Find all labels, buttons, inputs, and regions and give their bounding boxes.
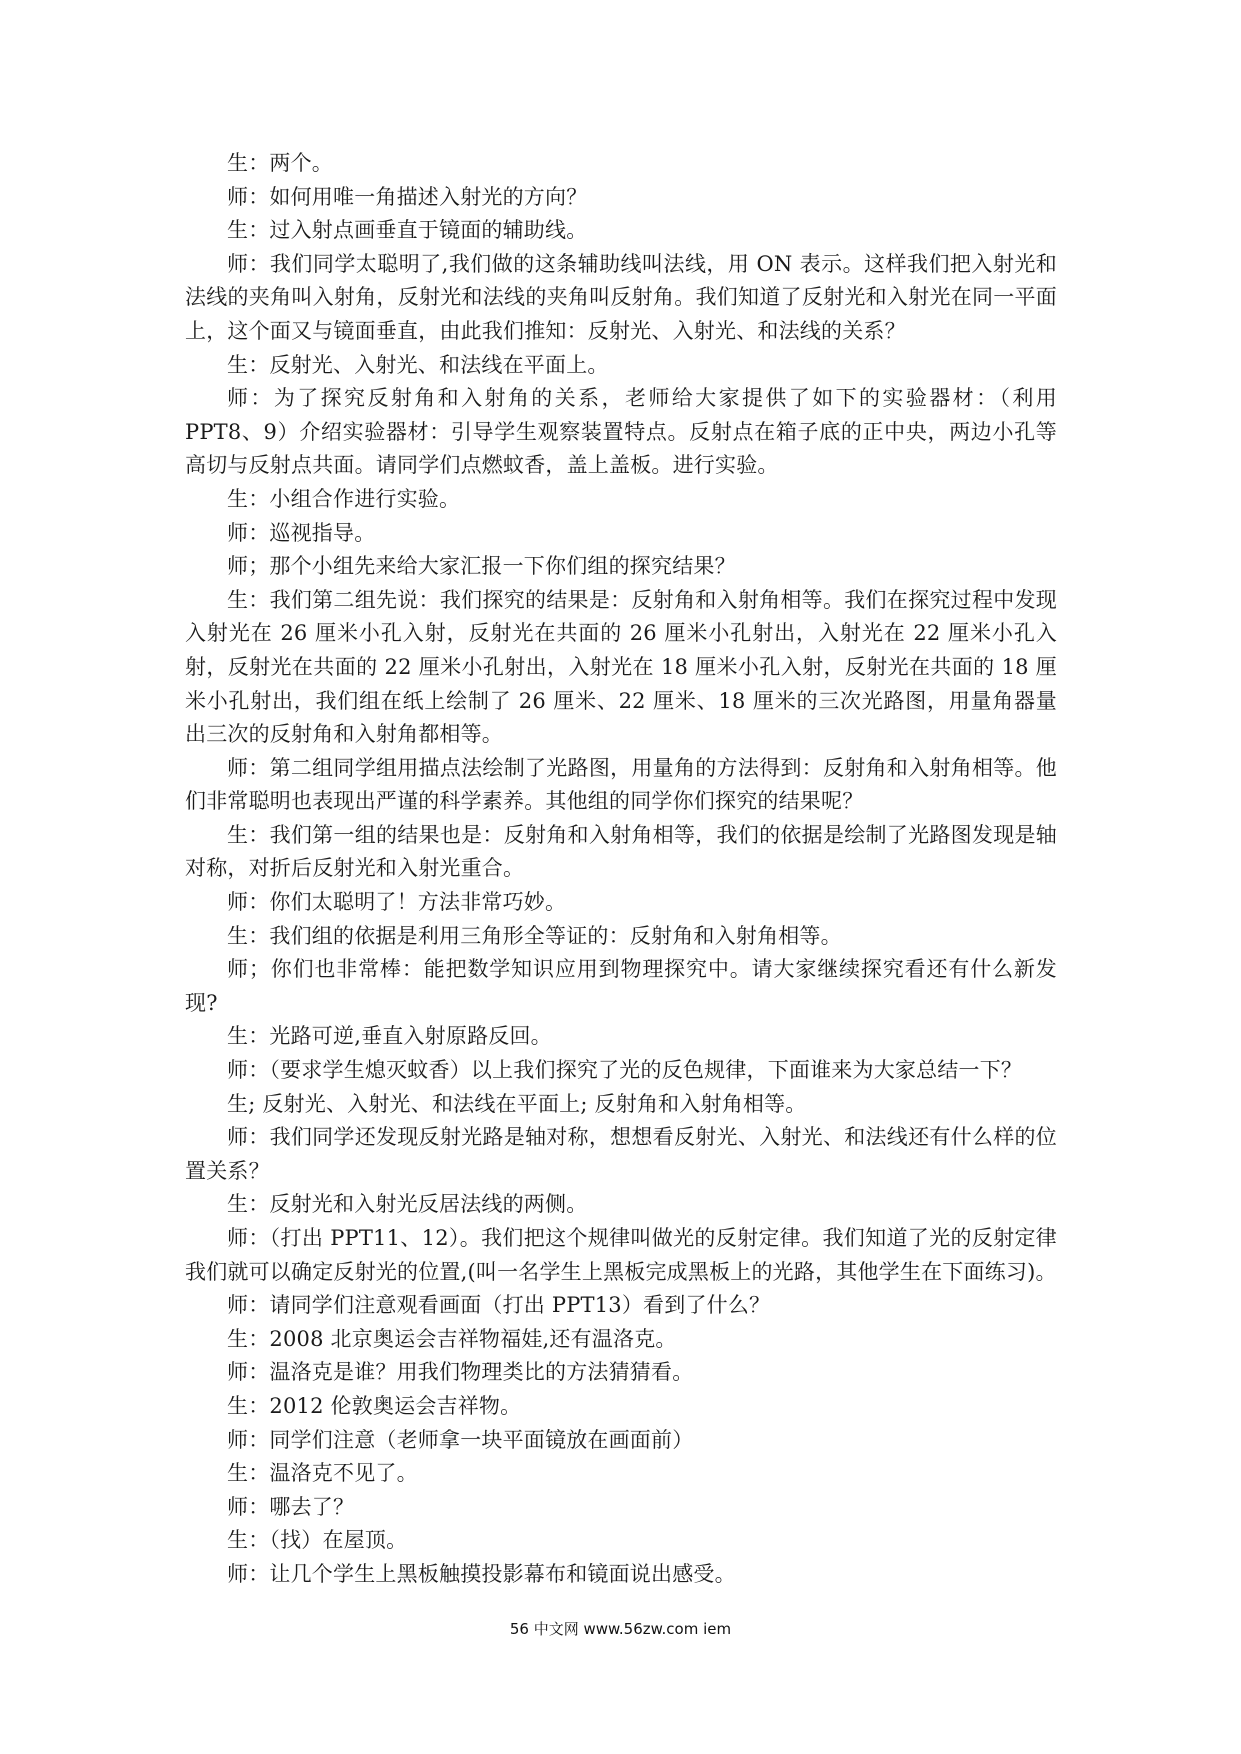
paragraph: 师：温洛克是谁？用我们物理类比的方法猜猜看。 [227, 1360, 694, 1385]
paragraph: 师：如何用唯一角描述入射光的方向？ [227, 184, 588, 209]
paragraph: 师：你们太聪明了！方法非常巧妙。 [227, 890, 567, 915]
paragraph: 师：我们同学还发现反射光路是轴对称，想想看反射光、入射光、和法线还有什么样的位置关系？ [185, 1125, 1057, 1183]
paragraph: 师：同学们注意（老师拿一块平面镜放在画面前） [227, 1427, 694, 1452]
paragraph: 师：让几个学生上黑板触摸投影幕布和镜面说出感受。 [227, 1561, 736, 1586]
page-footer: 56 中文网 www.56zw.com iem [509, 1620, 732, 1638]
paragraph: 生：光路可逆,垂直入射原路反回。 [227, 1024, 552, 1049]
paragraph: 师；你们也非常棒：能把数学知识应用到物理探究中。请大家继续探究看还有什么新发现? [185, 957, 1057, 1015]
paragraph: 生：2008 北京奥运会吉祥物福娃,还有温洛克。 [227, 1326, 677, 1351]
paragraph: 师：哪去了？ [227, 1494, 355, 1519]
paragraph: 生：我们第二组先说：我们探究的结果是：反射角和入射角相等。我们在探究过程中发现入射光在 26 厘米小孔入射，反射光在共面的 26 厘米小孔射出，入射光在 22 厘米小孔入射，反射光在共面的 22 厘米小孔射出，入射光在 18 厘米小孔入射，反射光在共面的 18 厘米小孔射出，我们组在纸上绘制了 26 厘米、22 厘米、18 厘米的三次光路图，用量角器量出三次的反射角和入射角都相等。 [185, 587, 1057, 747]
paragraph: 师：（要求学生熄灭蚊香）以上我们探究了光的反色规律，下面谁来为大家总结一下？ [227, 1058, 1023, 1083]
paragraph: 生：我们第一组的结果也是：反射角和入射角相等，我们的依据是绘制了光路图发现是轴对称，对折后反射光和入射光重合。 [185, 822, 1057, 881]
document-body [185, 147, 1057, 1592]
paragraph: 生：过入射点画垂直于镜面的辅助线。 [227, 218, 588, 243]
paragraph: 师：我们同学太聪明了,我们做的这条辅助线叫法线，用 ON 表示。这样我们把入射光和法线的夹角叫入射角，反射光和法线的夹角叫反射角。我们知道了反射光和入射光在同一平面上，这个面又与镜面垂直，由此我们推知：反射光、入射光、和法线的关系？ [185, 251, 1057, 343]
paragraph: 生：温洛克不见了。 [227, 1461, 418, 1486]
paragraph: 生：反射光和入射光反居法线的两侧。 [227, 1192, 588, 1217]
paragraph: 生：小组合作进行实验。 [227, 486, 461, 511]
paragraph: 师：第二组同学组用描点法绘制了光路图，用量角的方法得到：反射角和入射角相等。他们非常聪明也表现出严谨的科学素养。其他组的同学你们探究的结果呢？ [185, 755, 1057, 814]
paragraph: 师：请同学们注意观看画面（打出 PPT13）看到了什么？ [227, 1293, 771, 1318]
paragraph: 生：2012 伦敦奥运会吉祥物。 [227, 1393, 522, 1418]
paragraph: 师：巡视指导。 [227, 520, 376, 545]
paragraph: 生：反射光、入射光、和法线在平面上。 [227, 352, 609, 377]
paragraph: 师：（打出 PPT11、12）。我们把这个规律叫做光的反射定律。我们知道了光的反射定律我们就可以确定反射光的位置,(叫一名学生上黑板完成黑板上的光路，其他学生在下面练习)。 [185, 1226, 1057, 1284]
paragraph: 生：两个。 [227, 151, 333, 175]
paragraph: 师；那个小组先来给大家汇报一下你们组的探究结果？ [227, 554, 736, 579]
paragraph: 师：为了探究反射角和入射角的关系，老师给大家提供了如下的实验器材：（利用 PPT8、9）介绍实验器材：引导学生观察装置特点。反射点在箱子底的正中央，两边小孔等高切与反射点共面。请同学们点燃蚊香，盖上盖板。进行实验。 [185, 386, 1057, 478]
paragraph: 生：（找）在屋顶。 [227, 1528, 408, 1553]
paragraph: 生; 反射光、入射光、和法线在平面上; 反射角和入射角相等。 [227, 1091, 807, 1116]
paragraph: 生：我们组的依据是利用三角形全等证的：反射角和入射角相等。 [227, 923, 842, 948]
